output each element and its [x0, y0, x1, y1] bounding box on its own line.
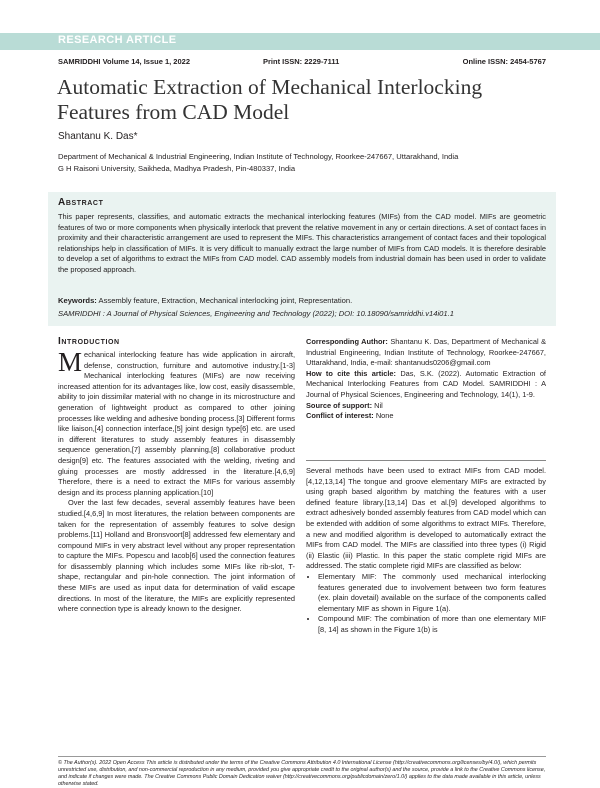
affiliation-1: Department of Mechanical & Industrial Engineering, Indian Institute of Technology, Roorkee-247667, Uttarakhand, India [58, 152, 459, 161]
footnote-divider [58, 756, 546, 757]
license-footnote: © The Author(s). 2022 Open Access This article is distributed under the terms of the Creative Commons Attribution 4.0 International License (http://creativecommons.org/licenses/by/4.0/), which permits unrestricted use, distribution, and non-commercial reproduction in any medium, provided you give appropriate credit to the original author(s) and the source, provide a link to the Creative Commons license, and indicate if changes were made. The Creative Commons Public Domain Dedication waiver (http://creativecommons.org/publicdomain/zero/1.0/) applies to the data made available in this article, unless otherwise stated. [58, 760, 546, 787]
drop-cap: M [58, 347, 83, 377]
abstract-heading: Abstract [58, 197, 104, 208]
journal-volume: SAMRIDDHI Volume 14, Issue 1, 2022 [58, 57, 190, 66]
left-column [58, 347, 295, 615]
mif-classification-list [306, 572, 546, 636]
correspondence-block [306, 337, 546, 422]
paper-title: Automatic Extraction of Mechanical Interlocking Features from CAD Model [57, 75, 483, 124]
article-type-label: RESEARCH ARTICLE [58, 34, 177, 46]
source-of-support: Source of support: Nil [306, 400, 383, 410]
conflict-of-interest: Conflict of interest: None [306, 411, 394, 421]
right-column-body [306, 466, 546, 636]
right-paragraph-1: Several methods have been used to extract MIFs from CAD model.[4,12,13,14] The tongue and groove elementary MIFs are extracted by using graph based algorithm by matching the features with a user defined feature library.[13,14] Das et al.[9] developed algorithms to extract adhesively bonded assembly features from CAD model which can be extended with addition of some algorithms to extract MIFs. Therefore, a new and modified algorithm is developed to automatically extract the MIFs from CAD model. The MIFs are classified into three types (i) Rigid (ii) Elastic (iii) Plastic. In this paper the static complete rigid MIFs are addressed. The static complete rigid MIFs are classified as below: [306, 466, 546, 571]
online-issn: Online ISSN: 2454-5767 [462, 57, 546, 66]
keywords [58, 296, 546, 305]
keywords-text: Assembly feature, Extraction, Mechanical interlocking joint, Representation. [98, 296, 353, 305]
list-item: • Compound MIF: The combination of more than one elementary MIF [8, 14] as shown in the Figure 1(b) is [318, 614, 546, 635]
list-item: • Elementary MIF: The commonly used mechanical interlocking features generated due to involvement between two form features (ex. plain dovetail) available on the surface of the components called elementary MIF as shown in Figure 1(a). [318, 572, 546, 614]
intro-paragraph-1: Mechanical interlocking feature has wide application in aircraft, defense, construction, furniture and automotive industry.[1-3] Mechanical interlocking features (MIFs) are now receiving increased attention for its advantages like, low cost, easily disassemble, ability to join dissimilar material with no change in its microstructure and generation of lightweight product as compared to other joining processes like welding and adhesive bonding process.[3] Different forms like liaison,[4] connection interface,[5] joint design type[6] etc. are used in different literatures to study assembly features in disassembly sequence generation,[7] assembly planning,[8] collaborative product design[9] etc. The features associated with the welding, riveting and gluing processes are mostly addressed in the literature.[4,6,9] Therefore, there is a need to extract the MIFs for various assembly design and its process planning application.[10] [58, 347, 295, 497]
author-name: Shantanu K. Das* [58, 131, 138, 142]
affiliations [58, 151, 548, 175]
abstract-text: This paper represents, classifies, and automatic extracts the mechanical interlocking features (MIFs) from the CAD model. MIFs are geometric features of two or more components when physically interlock that prevent the relative movement in any or certain directions. A set of contact faces in proximity and their characteristic arrangement are used to represent the MIFs. This characteristics arrangement of contact faces and their topological relationships help in classification of MIFs. It is very difficult to manually extract the large number of MIFs from CAD models. It is therefore desirable to develop a set of algorithms to extract the MIFs from CAD model. CAD assembly models from industrial domain has been used in order to validate the proposed approach. [58, 212, 546, 274]
intro-paragraph-2: Over the last few decades, several assembly features have been studied.[4,6,9] In most literatures, the relation between components are taken for the representation of assembly features to solve design problems.[11] Holland and Bronsvoort[8] addressed few elementary and compound MIFs in very abstract level without any proper representation to capture the MIFs. Popescu and Iacob[6] used the connection features for disassembly planning which includes some MIFs like rib-slot, T-shape, rectangular and pin-hole connection. The joint information of these MIFs are used as input data for determination of valid escape directions. In most of the literature, the MIFs are explicitly represented where connection type is already known to the designer. [58, 498, 295, 614]
abstract-citation: SAMRIDDHI : A Journal of Physical Sciences, Engineering and Technology (2022); DOI: 10.18090/samriddhi.v14i01.1 [58, 309, 454, 318]
introduction-heading: Introduction [58, 336, 120, 347]
corresponding-author: Corresponding Author: Shantanu K. Das, Department of Mechanical & Industrial Engineering, Indian Institute of Technology, Roorkee-247667, Uttarakhand, India, e-mail: shantanuds0206@gmail.com [306, 337, 546, 368]
keywords-label: Keywords: [58, 296, 97, 305]
article-type-banner [0, 33, 600, 50]
affiliation-2: G H Raisoni University, Saikheda, Madhya Pradesh, Pin-480337, India [58, 164, 296, 173]
section-divider [306, 460, 546, 461]
print-issn: Print ISSN: 2229-7111 [263, 57, 340, 66]
how-to-cite: How to cite this article: Das, S.K. (2022). Automatic Extraction of Mechanical Interlocking Features from CAD Model. SAMRIDDHI : A Journal of Physical Sciences, Engineering and Technology, 14(1), 1-9. [306, 368, 546, 399]
